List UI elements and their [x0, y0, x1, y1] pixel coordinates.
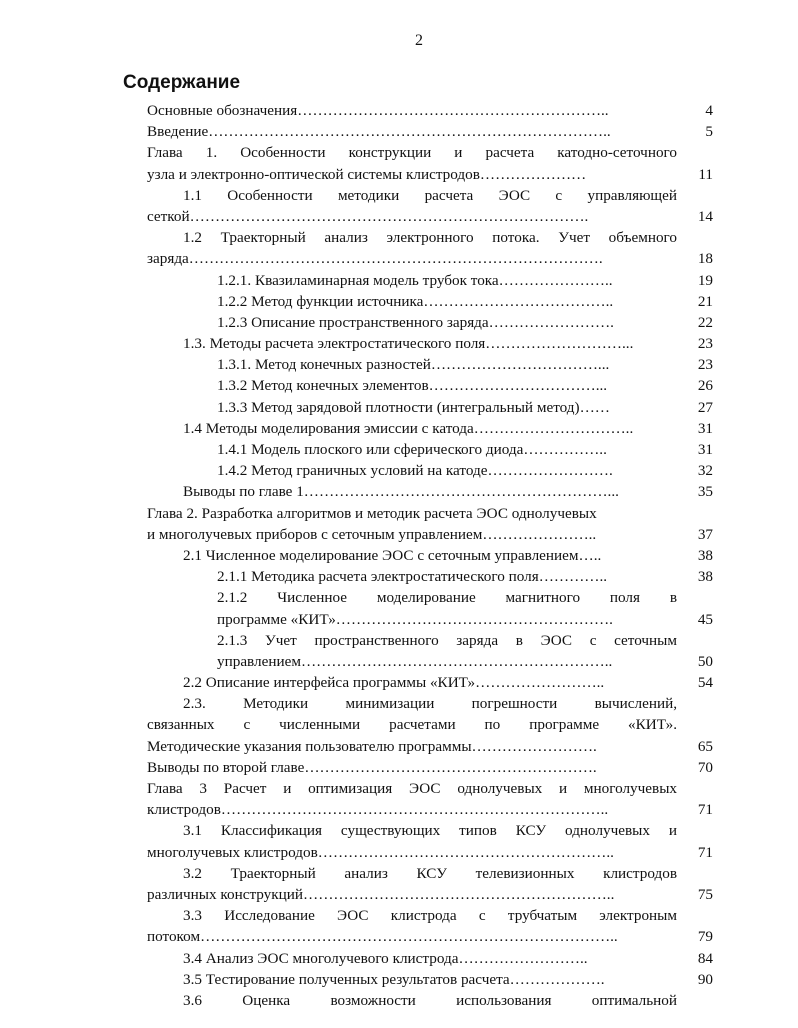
toc-entry-title: 3.4 Анализ ЭОС многолучевого клистрода…………………….. [183, 949, 588, 967]
toc-entry [0, 587, 798, 608]
toc-entry-page: 90 [697, 970, 713, 988]
toc-entry-title: 1.2 Траекторный анализ электронного потока. Учет объемного [183, 229, 677, 247]
toc-entry-page: 38 [697, 568, 713, 586]
toc-entry-title: 2.1.3 Учет пространственного заряда в ЭОС с сеточным [217, 631, 677, 649]
toc-entry-page: 71 [697, 801, 713, 819]
toc-entry [0, 291, 798, 312]
toc-entry-title: 3.3 Исследование ЭОС клистрода с трубчатым электроным [183, 907, 677, 925]
toc-entry-title: Введение…………………………………………………………………….. [147, 123, 611, 141]
toc-entry-title: 2.2 Описание интерфейса программы «КИТ»…………………….. [183, 674, 605, 692]
toc-entry-page: 22 [697, 313, 713, 331]
toc-entry [0, 799, 798, 820]
toc-entry [0, 164, 798, 185]
toc-entry-page: 23 [697, 356, 713, 374]
toc-entry-page: 21 [697, 292, 713, 310]
toc-entry-title: Глава 1. Особенности конструкции и расчета катодно-сеточного [147, 144, 677, 162]
toc-entry [0, 842, 798, 863]
toc-entry-page: 31 [697, 419, 713, 437]
toc-entry-title: 2.3. Методики минимизации погрешности вычислений, [183, 695, 677, 713]
toc-entry-page: 71 [697, 843, 713, 861]
toc-entry-title: 2.1 Численное моделирование ЭОС с сеточным управлением….. [183, 546, 602, 564]
toc-entry [0, 693, 798, 714]
toc-entry [0, 206, 798, 227]
toc-entry-title: Основные обозначения…………………………………………………….. [147, 102, 609, 119]
toc-entry-title: 1.4 Методы моделирования эмиссии с катода………………………….. [183, 419, 634, 437]
toc-entry [0, 418, 798, 439]
toc-entry-title: 2.1.2 Численное моделирование магнитного поля в [217, 589, 677, 607]
toc-entry-page: 35 [697, 483, 713, 501]
toc-entry [0, 778, 798, 799]
toc-entry-page: 31 [697, 441, 713, 458]
toc-entry [0, 100, 798, 121]
toc-entry [0, 248, 798, 269]
toc-entry-title: программе «КИТ»………………………………………………. [217, 610, 613, 628]
toc-entry [0, 227, 798, 248]
toc-entry-page: 45 [697, 610, 713, 628]
toc-entry [0, 926, 798, 947]
toc-entry-page: 54 [697, 674, 713, 692]
toc-entry-title: 1.3.2 Метод конечных элементов……………………………... [217, 377, 608, 395]
toc-entry [0, 142, 798, 163]
toc-entry [0, 630, 798, 651]
toc-entry-page: 84 [697, 949, 713, 967]
page-number: 2 [415, 32, 423, 49]
toc-entry [0, 990, 798, 1011]
toc-entry-page: 70 [697, 758, 713, 776]
toc-entry-title: связанных с численными расчетами по программе «КИТ». [147, 716, 677, 734]
toc-entry-page: 79 [697, 928, 713, 946]
toc-entry-title: 1.2.3 Описание пространственного заряда……………………. [217, 313, 614, 331]
toc-entry-page: 38 [697, 546, 713, 564]
toc-entry-title: 3.2 Траекторный анализ КСУ телевизионных клистродов [183, 864, 677, 882]
table-of-contents [0, 100, 798, 1011]
toc-entry-title: различных конструкций…………………………………………………….. [147, 885, 615, 903]
toc-entry [0, 524, 798, 545]
toc-entry-title: Выводы по второй главе…………………………………………………. [147, 758, 597, 776]
toc-entry-page: 32 [697, 462, 713, 480]
toc-entry [0, 863, 798, 884]
toc-entry-page: 5 [705, 123, 713, 141]
toc-entry [0, 503, 798, 524]
toc-entry [0, 969, 798, 990]
toc-entry-page: 11 [698, 165, 713, 183]
toc-entry-page: 14 [697, 207, 713, 225]
toc-entry [0, 375, 798, 396]
toc-entry-title: и многолучевых приборов с сеточным управлением………………….. [147, 525, 597, 543]
toc-entry [0, 736, 798, 757]
toc-entry-title: заряда………………………………………………………………………. [147, 250, 603, 268]
toc-entry [0, 948, 798, 969]
toc-entry-title: Глава 2. Разработка алгоритмов и методик расчета ЭОС однолучевых [147, 504, 597, 522]
toc-entry-page: 23 [697, 335, 713, 353]
toc-entry [0, 545, 798, 566]
toc-entry [0, 757, 798, 778]
toc-entry-title: клистродов………………………………………………………………….. [147, 801, 609, 819]
toc-entry-title: 1.1 Особенности методики расчета ЭОС с управляющей [183, 186, 677, 204]
toc-entry-title: Глава 3 Расчет и оптимизация ЭОС однолучевых и многолучевых [147, 780, 677, 797]
toc-entry-page: 37 [697, 525, 713, 543]
toc-entry [0, 397, 798, 418]
toc-entry [0, 439, 798, 460]
toc-entry [0, 609, 798, 630]
toc-entry-title: Методические указания пользователю программы……………………. [147, 737, 597, 755]
toc-entry-title: 3.6 Оценка возможности использования оптимальной [183, 991, 677, 1009]
toc-entry-title: 1.2.2 Метод функции источника……………………………….. [217, 292, 614, 310]
toc-entry [0, 333, 798, 354]
toc-entry [0, 820, 798, 841]
toc-entry [0, 312, 798, 333]
toc-entry [0, 121, 798, 142]
toc-entry [0, 481, 798, 502]
toc-entry-title: потоком……………………………………………………………………….. [147, 928, 618, 946]
toc-entry-title: 2.1.1 Методика расчета электростатического поля………….. [217, 568, 608, 586]
toc-entry [0, 354, 798, 375]
toc-entry-page: 26 [697, 377, 713, 395]
toc-entry [0, 651, 798, 672]
toc-entry [0, 905, 798, 926]
toc-entry-title: узла и электронно-оптической системы клистродов………………… [147, 165, 587, 183]
toc-entry [0, 566, 798, 587]
toc-entry-title: 1.3.1. Метод конечных разностей……………………………... [217, 356, 610, 374]
toc-entry-title: 1.3.3 Метод зарядовой плотности (интегральный метод)…… [217, 398, 610, 416]
toc-entry-page: 65 [697, 737, 713, 755]
toc-entry-title: управлением…………………………………………………….. [217, 652, 613, 670]
toc-entry-title: 1.3. Методы расчета электростатического поля………………………... [183, 335, 634, 353]
toc-entry [0, 185, 798, 206]
toc-entry-title: сеткой……………………………………………………………………. [147, 207, 589, 225]
toc-entry-page: 50 [697, 652, 713, 670]
toc-entry-page: 18 [697, 250, 713, 268]
toc-entry [0, 714, 798, 735]
toc-entry-page: 27 [697, 398, 713, 416]
toc-entry-page: 4 [705, 102, 713, 119]
toc-entry-title: 1.4.1 Модель плоского или сферического диода…………….. [217, 441, 607, 458]
toc-entry-page: 75 [697, 885, 713, 903]
page-title: Содержание [123, 72, 241, 93]
toc-entry [0, 270, 798, 291]
toc-entry [0, 884, 798, 905]
toc-entry-title: 1.4.2 Метод граничных условий на катоде……………………. [217, 462, 613, 480]
toc-entry [0, 672, 798, 693]
toc-entry-title: 3.5 Тестирование полученных результатов расчета………………. [183, 970, 605, 988]
toc-entry-title: 3.1 Классификация существующих типов КСУ однолучевых и [183, 822, 677, 840]
toc-entry-title: 1.2.1. Квазиламинарная модель трубок тока………………….. [217, 271, 613, 289]
toc-entry-title: многолучевых клистродов………………………………………………….. [147, 843, 614, 861]
toc-entry-title: Выводы по главе 1……………………………………………………... [183, 483, 619, 501]
toc-entry [0, 460, 798, 481]
toc-entry-page: 19 [697, 271, 713, 289]
